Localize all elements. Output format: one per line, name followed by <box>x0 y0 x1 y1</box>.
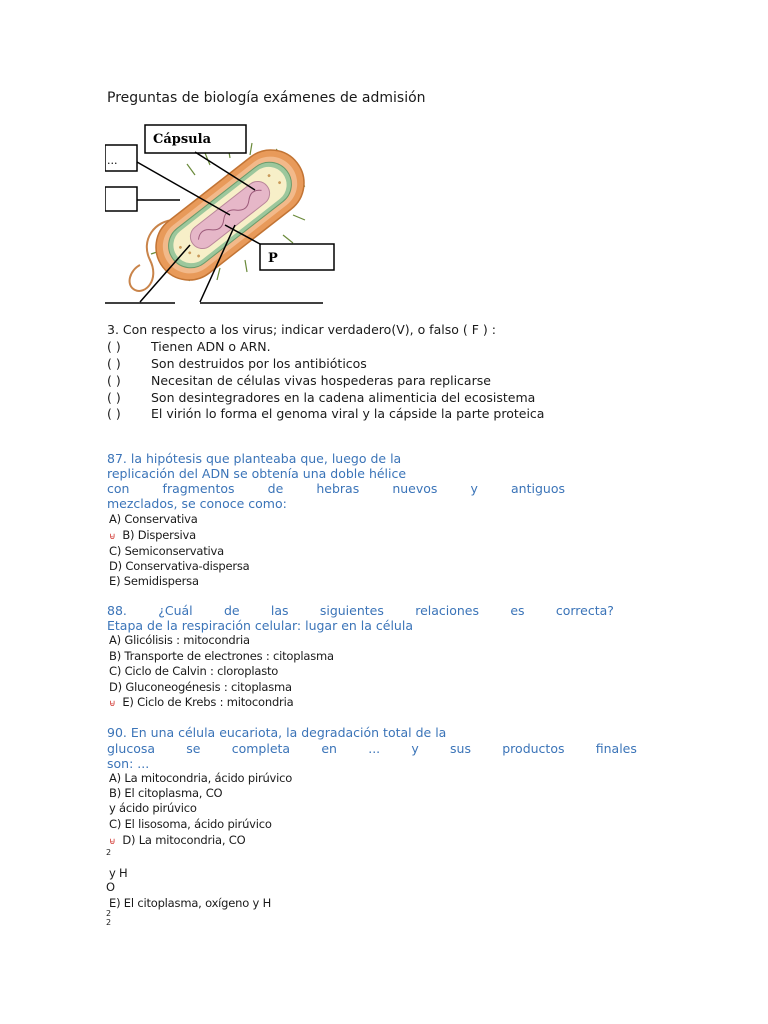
q87-line2: replicación del ADN se obtenía una doble hélice <box>107 466 407 481</box>
capsula-label: Cápsula <box>153 132 211 147</box>
q3-item-5: ( ) El virión lo forma el genoma viral y la cápside la parte proteica <box>107 406 545 421</box>
bacterium-diagram <box>105 120 345 310</box>
answer-blank[interactable]: ( ) <box>107 373 121 388</box>
q88-option-a[interactable]: A) Glicólisis : mitocondria <box>109 633 250 647</box>
q90-line2: glucosa se completa en ... y sus productos finales <box>107 741 637 756</box>
q87-option-d[interactable]: D) Conservativa-dispersa <box>109 559 250 573</box>
q90-option-c[interactable]: C) El lisosoma, ácido pirúvico <box>109 817 272 831</box>
q90-line3: son: ... <box>107 756 150 771</box>
subscript-2: 2 <box>106 848 112 857</box>
page-title: Preguntas de biología exámenes de admisión <box>107 90 426 106</box>
q90-option-b[interactable]: B) El citoplasma, CO <box>109 786 223 800</box>
q88-option-d[interactable]: D) Gluconeogénesis : citoplasma <box>109 680 292 694</box>
q88-option-c[interactable]: C) Ciclo de Calvin : cloroplasto <box>109 664 279 678</box>
subscript-2b: 2 <box>106 909 112 918</box>
q90-option-a[interactable]: A) La mitocondria, ácido pirúvico <box>109 771 293 785</box>
q87-option-a[interactable]: A) Conservativa <box>109 512 198 526</box>
q87-option-c[interactable]: C) Semiconservativa <box>109 544 224 558</box>
q3-header: 3. Con respecto a los virus; indicar verdadero(V), o falso ( F ) : <box>107 322 496 337</box>
answer-blank[interactable]: ( ) <box>107 339 121 354</box>
q90-option-d[interactable]: ⊌ D) La mitocondria, CO <box>109 833 246 847</box>
q90-option-e[interactable]: E) El citoplasma, oxígeno y H <box>109 896 272 910</box>
q87-line1: 87. la hipótesis que planteaba que, luego de la <box>107 451 402 466</box>
q90-line1: 90. En una célula eucariota, la degradación total de la <box>107 725 447 740</box>
q3-item-2: ( ) Son destruidos por los antibióticos <box>107 356 367 371</box>
q3-item-3: ( ) Necesitan de células vivas hospederas para replicarse <box>107 373 491 388</box>
q3-item-1: ( ) Tienen ADN o ARN. <box>107 339 271 354</box>
q87-option-e[interactable]: E) Semidispersa <box>109 574 199 588</box>
label-box-1-text: ... <box>107 154 118 167</box>
answer-blank[interactable]: ( ) <box>107 356 121 371</box>
p-label: P <box>268 251 278 266</box>
answer-blank[interactable]: ( ) <box>107 406 121 421</box>
q88-line2: Etapa de la respiración celular: lugar en la célula <box>107 618 413 633</box>
label-box-2 <box>105 187 137 211</box>
answer-marker-icon: ⊌ <box>109 532 116 542</box>
q88-option-e[interactable]: ⊌ E) Ciclo de Krebs : mitocondria <box>109 695 294 709</box>
q88-option-b[interactable]: B) Transporte de electrones : citoplasma <box>109 649 334 663</box>
q3-item-4: ( ) Son desintegradores en la cadena alimenticia del ecosistema <box>107 390 536 405</box>
answer-marker-icon: ⊌ <box>109 837 116 847</box>
q90-option-b-cont: y ácido pirúvico <box>109 801 197 815</box>
q87-line4: mezclados, se conoce como: <box>107 496 287 511</box>
q90-option-d-cont: y H <box>109 866 128 880</box>
q88-line1: 88. ¿Cuál de las siguientes relaciones es correcta? <box>107 603 614 618</box>
q87-line3: con fragmentos de hebras nuevos y antiguos <box>107 481 565 496</box>
subscript-2c: 2 <box>106 918 112 927</box>
q87-option-b[interactable]: ⊌ B) Dispersiva <box>109 528 196 542</box>
answer-blank[interactable]: ( ) <box>107 390 121 405</box>
answer-marker-icon: ⊌ <box>109 699 116 709</box>
o-char: O <box>106 880 115 894</box>
